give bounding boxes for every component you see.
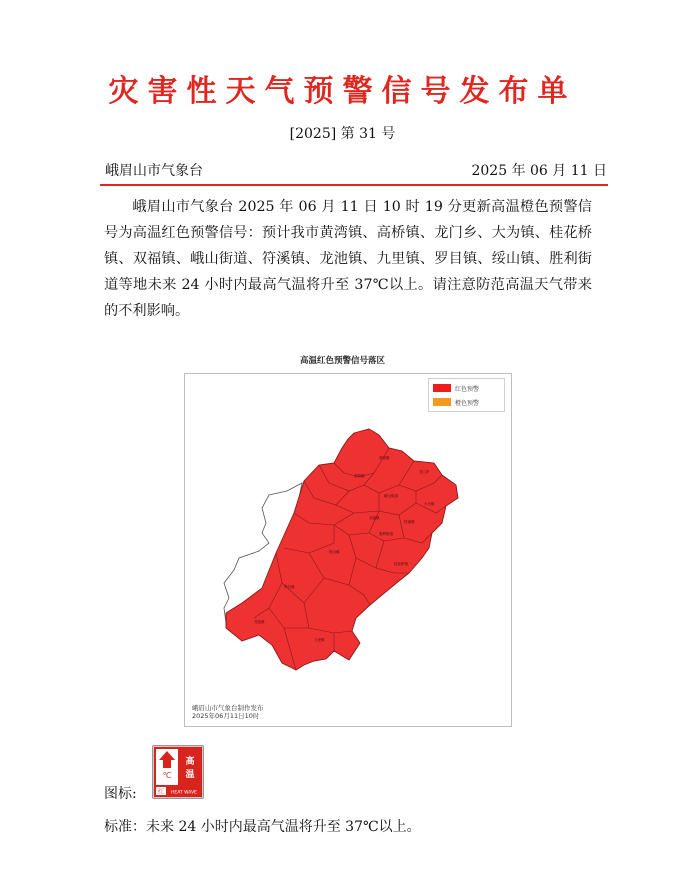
- warning-area-map: [184, 373, 510, 725]
- svg-text:龙池镇: 龙池镇: [254, 620, 265, 624]
- warning-body: 峨眉山市气象台 2025 年 06 月 11 日 10 时 19 分更新高温橙色预警信号为高温红色预警信号：预计我市黄湾镇、高桥镇、龙门乡、大为镇、桂花桥镇、双福镇、峨山街道、符溪镇、龙池镇、九里镇、罗目镇、绥山镇、胜利街道等地未来 24 小时内最高气温将升至 37℃以上。请注意防范高温天气带来的不利影响。: [104, 199, 592, 319]
- svg-text:罗目镇: 罗目镇: [284, 585, 295, 589]
- svg-text:双福镇: 双福镇: [369, 516, 380, 520]
- svg-text:大为镇: 大为镇: [424, 502, 435, 506]
- map-footer-time: 2025年06月11日10时: [192, 712, 260, 720]
- map-footer: [192, 704, 264, 720]
- issue-number: [2025] 第 31 号: [289, 126, 396, 142]
- icon-label: 图标:: [104, 786, 137, 802]
- signal-text-top-2: 温: [185, 770, 195, 780]
- svg-text:符溪镇: 符溪镇: [404, 520, 415, 524]
- red-divider: [100, 184, 608, 186]
- signal-level: 红: [157, 788, 165, 796]
- signal-text-en: HEAT WAVE: [170, 790, 198, 796]
- legend-label-orange: 橙色预警: [455, 399, 480, 407]
- svg-text:桂花桥镇: 桂花桥镇: [394, 562, 408, 566]
- heat-red-warning-icon: [152, 745, 204, 799]
- svg-text:龙门乡: 龙门乡: [419, 470, 430, 474]
- signal-text-top-1: 高: [185, 757, 195, 767]
- warning-standard: 标准：未来 24 小时内最高气温将升至 37℃以上。: [104, 819, 421, 835]
- legend-swatch-orange: [433, 398, 451, 406]
- svg-text:绥山镇: 绥山镇: [329, 550, 340, 554]
- svg-text:九里镇: 九里镇: [314, 638, 325, 642]
- legend-swatch-red: [433, 384, 451, 392]
- legend-label-red: 红色预警: [455, 385, 480, 393]
- celsius-symbol: ℃: [162, 771, 172, 780]
- heat-signal-graphic: [153, 746, 203, 798]
- svg-text:峨山街道: 峨山街道: [384, 494, 398, 498]
- legend-item-red: [433, 383, 479, 393]
- legend-item-orange: [433, 397, 479, 407]
- svg-text:胜利街道: 胜利街道: [379, 532, 393, 536]
- map-footer-issuer: 峨眉山市气象台制作发布: [192, 704, 264, 712]
- svg-text:高桥镇: 高桥镇: [354, 474, 365, 478]
- issue-date: 2025 年 06 月 11 日: [471, 163, 607, 179]
- svg-text:黄湾镇: 黄湾镇: [379, 456, 390, 460]
- map-title: 高温红色预警信号落区: [299, 356, 385, 366]
- map-legend: [428, 378, 505, 412]
- document-title: 灾害性天气预警信号发布单: [108, 74, 577, 109]
- issuer: 峨眉山市气象台: [105, 163, 203, 179]
